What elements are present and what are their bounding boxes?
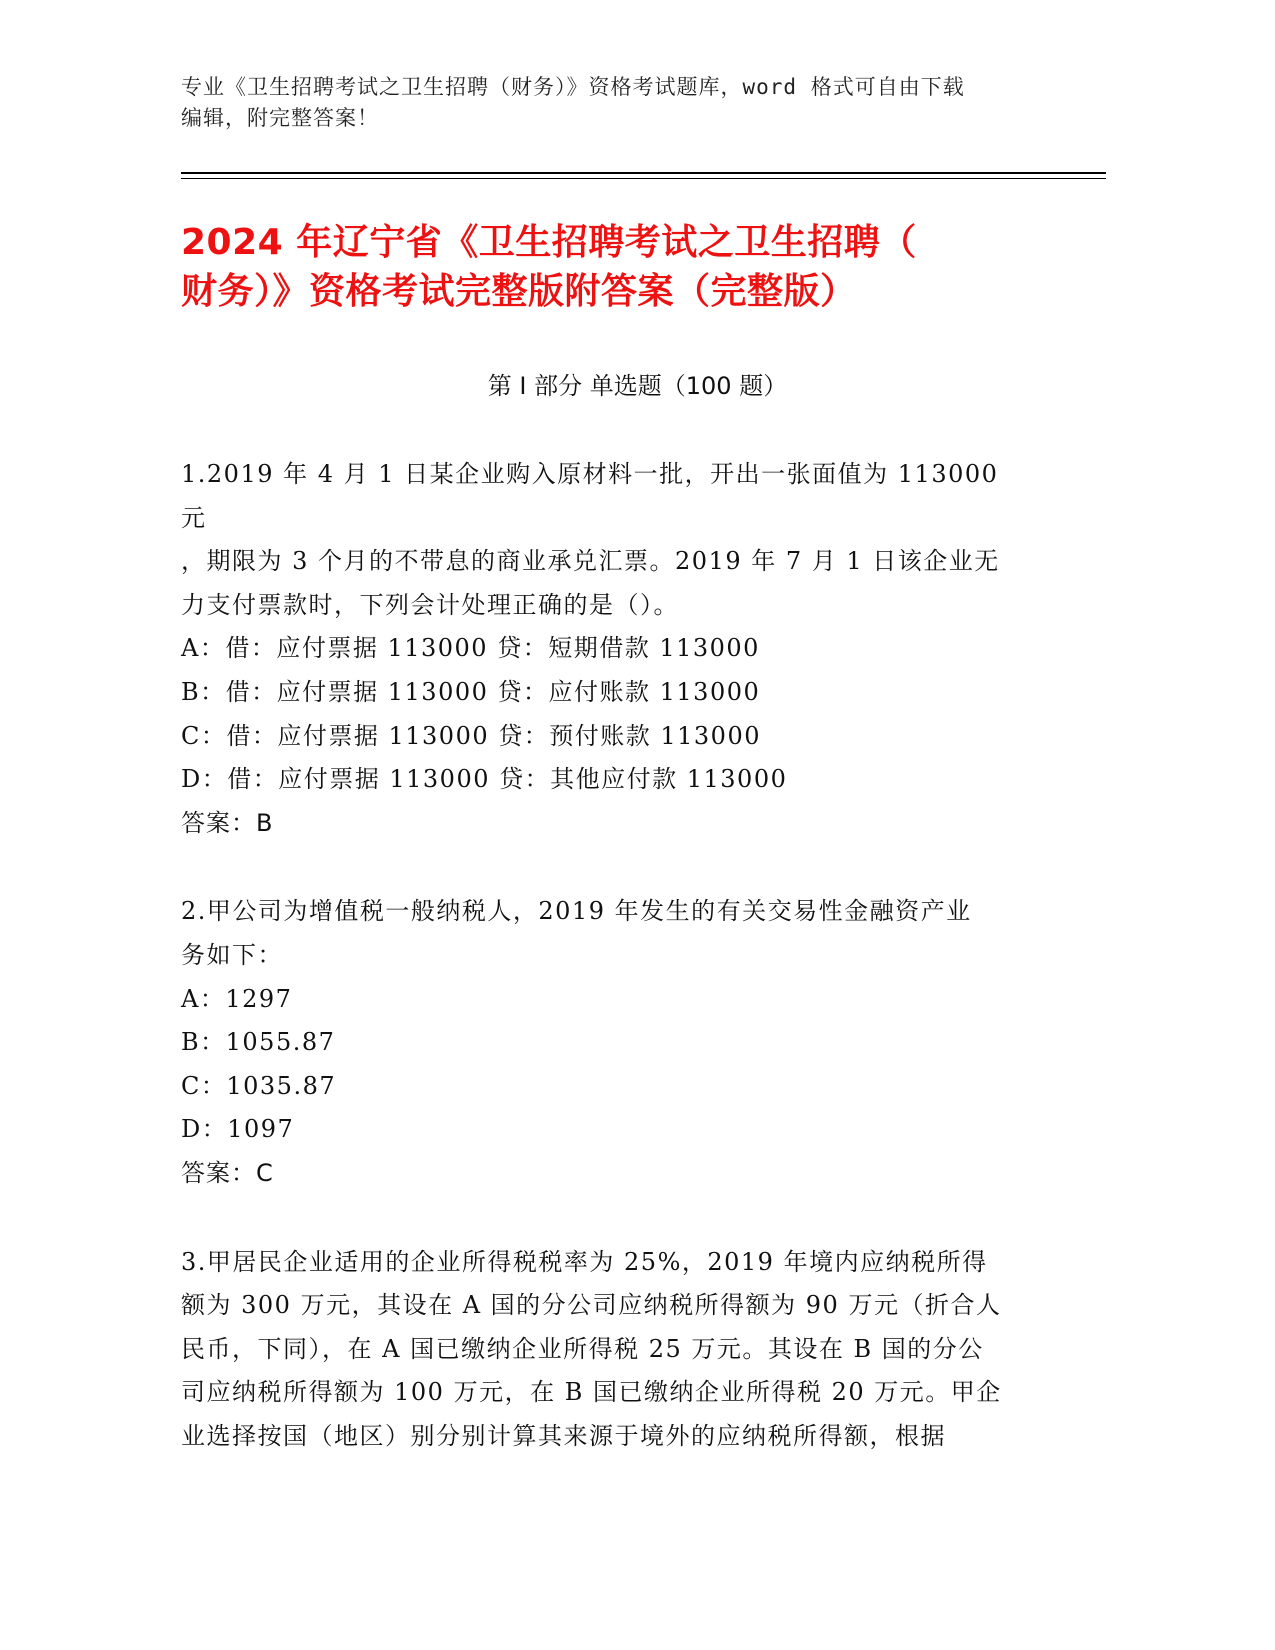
section-title: 第 I 部分 单选题（100 题）: [487, 372, 788, 400]
option-b: B：借：应付票据 113000 贷：应付账款 113000: [181, 677, 761, 706]
question-stem-line: 业选择按国（地区）别分别计算其来源于境外的应纳税所得额，根据: [181, 1421, 946, 1450]
header-note-line: 专业《卫生招聘考试之卫生招聘（财务）》资格考试题库，word 格式可自由下载: [181, 75, 965, 99]
question-list: [181, 453, 1031, 1503]
question-item: [181, 890, 1031, 1195]
question-item: [181, 453, 1031, 845]
option-c: C：借：应付票据 113000 贷：预付账款 113000: [181, 721, 761, 750]
question-stem-line: 民币，下同），在 A 国已缴纳企业所得税 25 万元。其设在 B 国的分公: [181, 1334, 984, 1363]
question-stem-line: 额为 300 万元，其设在 A 国的分公司应纳税所得额为 90 万元（折合人: [181, 1291, 1002, 1320]
document-title: [181, 218, 1061, 316]
question-stem-line: 1.2019 年 4 月 1 日某企业购入原材料一批，开出一张面值为 113000 元: [181, 460, 999, 532]
answer-label: 答案：B: [181, 808, 274, 837]
question-stem-line: 司应纳税所得额为 100 万元，在 B 国已缴纳企业所得税 20 万元。甲企: [181, 1378, 1002, 1407]
document-title-line: 财务）》资格考试完整版附答案（完整版）: [181, 271, 857, 312]
header-note-line: 编辑，附完整答案！: [181, 106, 379, 130]
question-stem-line: 3.甲居民企业适用的企业所得税税率为 25%，2019 年境内应纳税所得: [181, 1247, 988, 1276]
question-item: [181, 1241, 1031, 1459]
option-b: B：1055.87: [181, 1028, 336, 1057]
question-stem-line: 力支付票款时，下列会计处理正确的是（）。: [181, 590, 679, 619]
option-a: A：1297: [181, 984, 293, 1013]
header-rule-thick: [181, 172, 1106, 174]
header-rule-thin: [181, 178, 1106, 179]
answer-label: 答案：C: [181, 1158, 274, 1187]
question-stem-line: 务如下：: [181, 940, 283, 969]
document-title-line: 2024 年辽宁省《卫生招聘考试之卫生招聘（: [181, 222, 917, 263]
option-a: A：借：应付票据 113000 贷：短期借款 113000: [181, 634, 760, 663]
header-note: [181, 72, 1041, 134]
question-stem-line: 2.甲公司为增值税一般纳税人，2019 年发生的有关交易性金融资产业: [181, 897, 972, 926]
question-stem-line: ，期限为 3 个月的不带息的商业承兑汇票。2019 年 7 月 1 日该企业无: [181, 547, 1000, 576]
option-d: D：借：应付票据 113000 贷：其他应付款 113000: [181, 765, 788, 794]
option-c: C：1035.87: [181, 1071, 337, 1100]
option-d: D：1097: [181, 1115, 295, 1144]
